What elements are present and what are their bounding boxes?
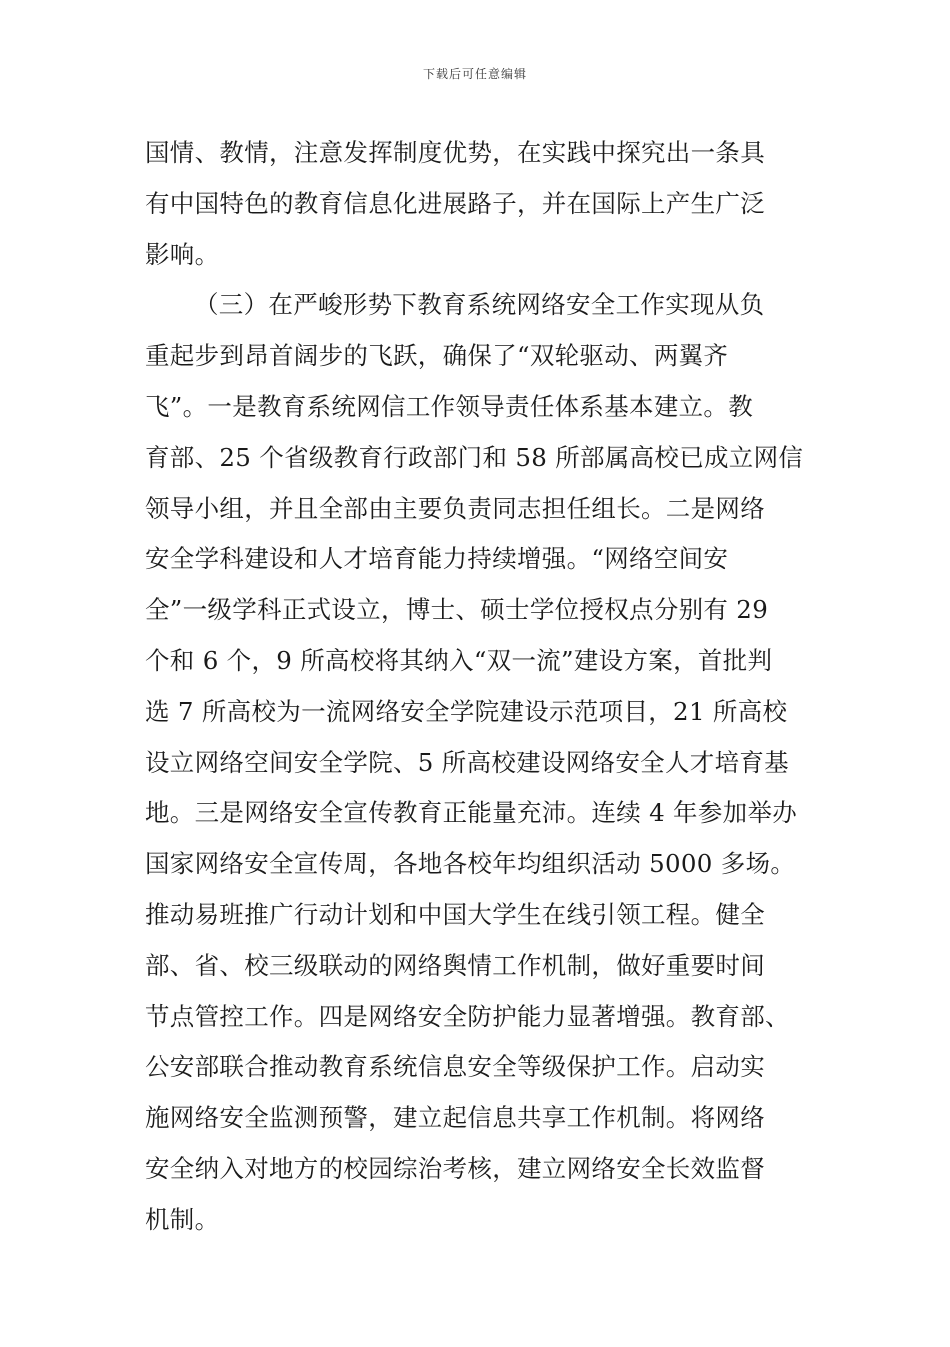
- text-line: 飞”。一是教育系统网信工作领导责任体系基本建立。教: [145, 391, 754, 421]
- text-line: 设立网络空间安全学院、5 所高校建设网络安全人才培育基: [145, 747, 789, 777]
- text-line: （三）在严峻形势下教育系统网络安全工作实现从负: [194, 290, 765, 320]
- page-header: 下载后可任意编辑: [422, 67, 527, 81]
- text-line: 安全学科建设和人才培育能力持续增强。“网络空间安: [145, 544, 729, 574]
- text-line: 有中国特色的教育信息化进展路子，并在国际上产生广泛: [145, 188, 765, 218]
- text-line: 领导小组，并且全部由主要负责同志担任组长。二是网络: [145, 493, 765, 523]
- paragraph-continuation: [145, 128, 825, 280]
- text-line: [145, 1296, 825, 1347]
- text-line: 重起步到昂首阔步的飞跃，确保了“双轮驱动、两翼齐: [145, 341, 729, 371]
- text-line: 机制。: [145, 1204, 220, 1234]
- text-line: 选 7 所高校为一流网络安全学院建设示范项目，21 所高校: [145, 696, 788, 726]
- text-line: 地。三是网络安全宣传教育正能量充沛。连续 4 年参加举办: [145, 798, 798, 828]
- paragraph-section-three: [145, 280, 825, 1347]
- text-line: 施网络安全监测预警，建立起信息共享工作机制。将网络: [145, 1103, 765, 1133]
- text-line: 个和 6 个，9 所高校将其纳入“双一流”建设方案，首批判: [145, 645, 773, 675]
- text-line: 全”一级学科正式设立，博士、硕士学位授权点分别有 29: [145, 595, 769, 625]
- text-line: 育部、25 个省级教育行政部门和 58 所部属高校已成立网信: [145, 442, 804, 472]
- text-line: 节点管控工作。四是网络安全防护能力显著增强。教育部、: [145, 1001, 790, 1031]
- text-line: 国家网络安全宣传周，各地各校年均组织活动 5000 多场。: [145, 849, 796, 879]
- text-line: [145, 1246, 825, 1297]
- text-line: 推动易班推广行动计划和中国大学生在线引领工程。健全: [145, 899, 765, 929]
- text-line: 公安部联合推动教育系统信息安全等级保护工作。启动实: [145, 1052, 765, 1082]
- text-line: 部、省、校三级联动的网络舆情工作机制，做好重要时间: [145, 950, 765, 980]
- text-line: 国情、教情，注意发挥制度优势，在实践中探究出一条具: [145, 138, 765, 167]
- text-line: 影响。: [145, 239, 220, 269]
- document-body: [145, 128, 825, 1347]
- text-line: 安全纳入对地方的校园综治考核，建立网络安全长效监督: [145, 1153, 765, 1183]
